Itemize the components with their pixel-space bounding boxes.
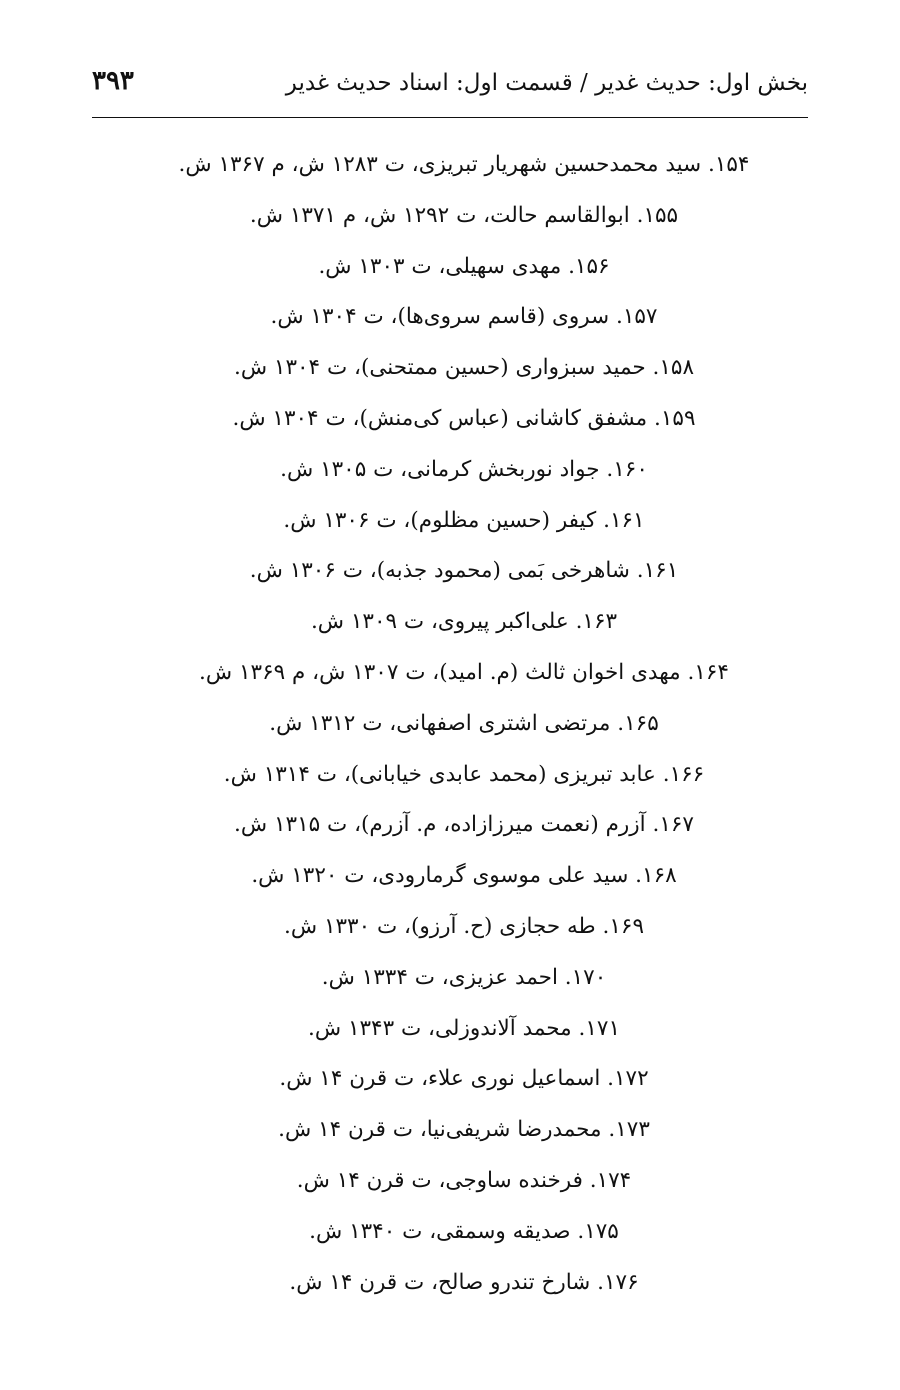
list-item-text: ۱۵۵. ابوالقاسم حالت، ت ۱۲۹۲ ش، م ۱۳۷۱ ش. <box>249 202 679 228</box>
list-item <box>150 1156 778 1207</box>
list-item-text: ۱۶۵. مرتضی اشتری اصفهانی، ت ۱۳۱۲ ش. <box>269 710 659 736</box>
list-item <box>150 750 778 801</box>
poet-list <box>150 140 778 1308</box>
list-item <box>150 191 778 242</box>
list-item-text: ۱۷۵. صدیقه وسمقی، ت ۱۳۴۰ ش. <box>309 1218 619 1244</box>
list-item-text: ۱۵۹. مشفق کاشانی (عباس کی‌منش)، ت ۱۳۰۴ ش. <box>232 405 696 431</box>
list-item-text: ۱۷۳. محمدرضا شریفی‌نیا، ت قرن ۱۴ ش. <box>278 1117 650 1143</box>
list-item <box>150 953 778 1004</box>
list-item <box>150 445 778 496</box>
list-item <box>150 1207 778 1258</box>
list-item-text: ۱۶۹. طه حجازی (ح. آرزو)، ت ۱۳۳۰ ش. <box>284 913 644 939</box>
list-item-text: ۱۶۱. کیفر (حسین مظلوم)، ت ۱۳۰۶ ش. <box>283 507 645 533</box>
list-item <box>150 242 778 293</box>
list-item-text: ۱۵۶. مهدی سهیلی، ت ۱۳۰۳ ش. <box>318 253 610 279</box>
list-item <box>150 902 778 953</box>
page-header <box>92 62 808 114</box>
list-item <box>150 496 778 547</box>
page-number: ۳۹۳ <box>92 66 134 96</box>
list-item <box>150 800 778 851</box>
list-item <box>150 648 778 699</box>
running-header-title: بخش اول: حدیث غدیر / قسمت اول: اسناد حدیث غدیر <box>285 70 808 96</box>
list-item <box>150 1004 778 1055</box>
list-item <box>150 546 778 597</box>
header-divider <box>92 117 808 118</box>
list-item-text: ۱۶۱. شاهرخی بَمی (محمود جذبه)، ت ۱۳۰۶ ش. <box>249 558 679 584</box>
list-item-text: ۱۷۱. محمد آلاندوزلی، ت ۱۳۴۳ ش. <box>308 1015 620 1041</box>
list-item-text: ۱۶۶. عابد تبریزی (محمد عابدی خیابانی)، ت ۱۳۱۴ ش. <box>223 761 705 787</box>
list-item-text: ۱۶۰. جواد نوربخش کرمانی، ت ۱۳۰۵ ش. <box>280 456 648 482</box>
list-item-text: ۱۶۳. علی‌اکبر پیروی، ت ۱۳۰۹ ش. <box>310 609 618 635</box>
list-item-text: ۱۵۴. سید محمدحسین شهریار تبریزی، ت ۱۲۸۳ ش، م ۱۳۶۷ ش. <box>178 152 750 177</box>
list-item <box>150 1258 778 1309</box>
list-item <box>150 394 778 445</box>
list-item-text: ۱۷۲. اسماعیل نوری علاء، ت قرن ۱۴ ش. <box>279 1066 649 1092</box>
list-item <box>150 292 778 343</box>
list-item-text: ۱۶۸. سید علی موسوی گرمارودی، ت ۱۳۲۰ ش. <box>251 863 677 889</box>
list-item-text: ۱۷۶. شارخ تندرو صالح، ت قرن ۱۴ ش. <box>289 1269 639 1295</box>
list-item <box>150 1054 778 1105</box>
list-item-text: ۱۷۴. فرخنده ساوجی، ت قرن ۱۴ ش. <box>296 1167 632 1193</box>
list-item <box>150 140 778 191</box>
list-item <box>150 1105 778 1156</box>
list-item <box>150 699 778 750</box>
list-item-text: ۱۷۰. احمد عزیزی، ت ۱۳۳۴ ش. <box>321 964 607 990</box>
list-item <box>150 343 778 394</box>
list-item <box>150 851 778 902</box>
list-item-text: ۱۶۴. مهدی اخوان ثالث (م. امید)، ت ۱۳۰۷ ش، م ۱۳۶۹ ش. <box>199 659 729 685</box>
list-item <box>150 597 778 648</box>
list-item-text: ۱۶۷. آزرم (نعمت میرزازاده، م. آزرم)، ت ۱۳۱۵ ش. <box>234 812 694 838</box>
list-item-text: ۱۵۷. سروی (قاسم سروی‌ها)، ت ۱۳۰۴ ش. <box>270 304 658 330</box>
list-item-text: ۱۵۸. حمید سبزواری (حسین ممتحنی)، ت ۱۳۰۴ ش. <box>233 355 695 381</box>
